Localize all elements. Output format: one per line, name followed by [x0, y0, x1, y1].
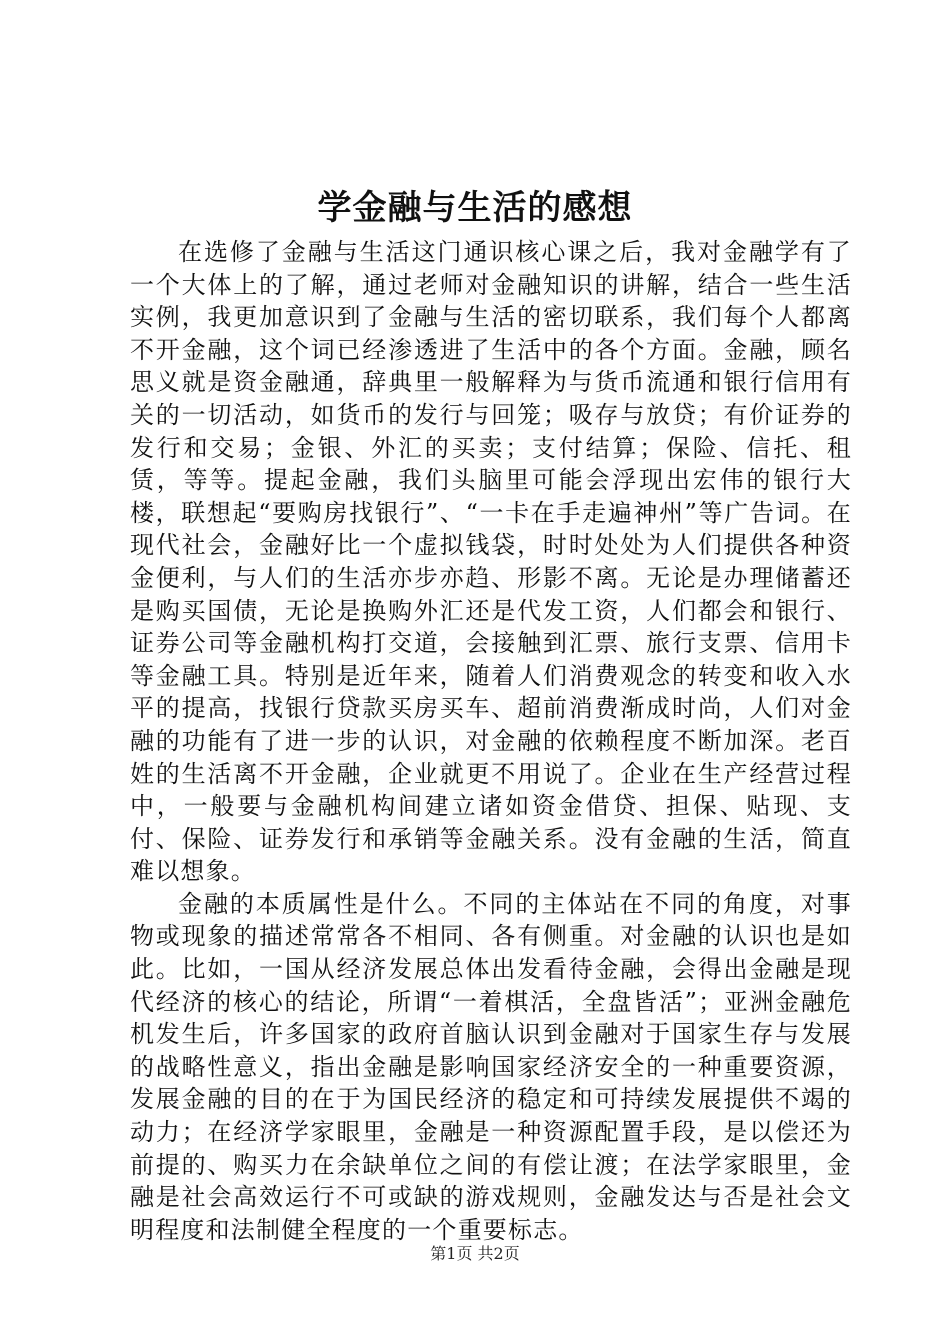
document-body — [130, 236, 852, 1246]
page-footer: 第1页 共2页 — [430, 1244, 520, 1263]
document-title: 学金融与生活的感想 — [317, 188, 633, 228]
body-paragraph: 在选修了金融与生活这门通识核心课之后，我对金融学有了一个大体上的了解，通过老师对金融知识的讲解，结合一些生活实例，我更加意识到了金融与生活的密切联系，我们每个人都离不开金融，这个词已经渗透进了生活中的各个方面。金融，顾名思义就是资金融通，辞典里一般解释为与货币流通和银行信用有关的一切活动，如货币的发行与回笼；吸存与放贷；有价证券的发行和交易；金银、外汇的买卖；支付结算；保险、信托、租赁，等等。提起金融，我们头脑里可能会浮现出宏伟的银行大楼，联想起“要购房找银行”、“一卡在手走遍神州”等广告词。在现代社会，金融好比一个虚拟钱袋，时时处处为人们提供各种资金便利，与人们的生活亦步亦趋、形影不离。无论是办理储蓄还是购买国债，无论是换购外汇还是代发工资，人们都会和银行、证券公司等金融机构打交道，会接触到汇票、旅行支票、信用卡等金融工具。特别是近年来，随着人们消费观念的转变和收入水平的提高，找银行贷款买房买车、超前消费渐成时尚，人们对金融的功能有了进一步的认识，对金融的依赖程度不断加深。老百姓的生活离不开金融，企业就更不用说了。企业在生产经营过程中，一般要与金融机构间建立诸如资金借贷、担保、贴现、支付、保险、证券发行和承销等金融关系。没有金融的生活，简直难以想象。 — [130, 238, 852, 886]
body-paragraph: 金融的本质属性是什么。不同的主体站在不同的角度，对事物或现象的描述常常各不相同、各有侧重。对金融的认识也是如此。比如，一国从经济发展总体出发看待金融，会得出金融是现代经济的核心的结论，所谓“一着棋活，全盘皆活”；亚洲金融危机发生后，许多国家的政府首脑认识到金融对于国家生存与发展的战略性意义，指出金融是影响国家经济安全的一种重要资源，发展金融的目的在于为国民经济的稳定和可持续发展提供不竭的动力；在经济学家眼里，金融是一种资源配置手段，是以偿还为前提的、购买力在余缺单位之间的有偿让渡；在法学家眼里，金融是社会高效运行不可或缺的游戏规则，金融发达与否是社会文明程度和法制健全程度的一个重要标志。 — [130, 889, 852, 1244]
